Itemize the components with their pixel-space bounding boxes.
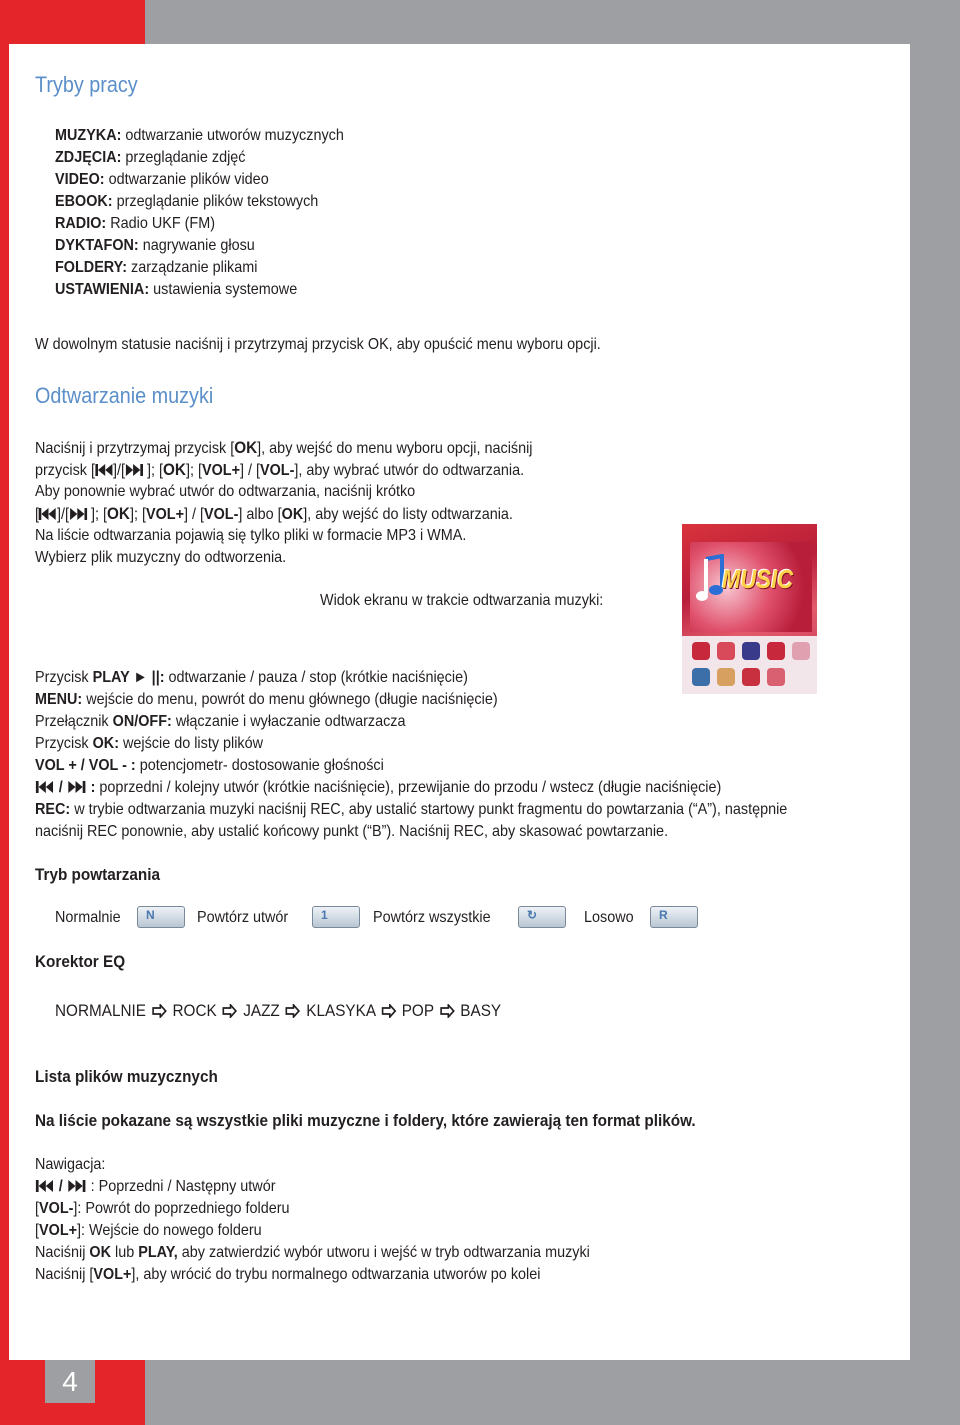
repeat-mode-label: Powtórz utwór	[197, 909, 289, 926]
control-rec-line2: naciśnij REC ponownie, aby ustalić końcowy punkt (“B”). Naciśnij REC, aby skasować powtarzanie.	[35, 823, 669, 840]
bottom-grey-bar	[145, 1360, 960, 1425]
music-icon	[692, 642, 710, 660]
music-paragraph-line: Na liście odtwarzania pojawią się tylko pliki w formacie MP3 i WMA.	[35, 527, 467, 544]
music-paragraph-line: przycisk [ ]/[ ]; [OK]; [VOL+] / [VOL-], aby wybrać utwór do odtwarzania.	[35, 460, 525, 479]
screen-caption: Widok ekranu w trakcie odtwarzania muzyki:	[320, 592, 604, 609]
repeat-normal-icon: N	[137, 906, 185, 928]
control-menu: MENU: wejście do menu, powrót do menu głównego (długie naciśnięcie)	[35, 691, 498, 708]
folder-icon	[717, 668, 735, 686]
arrow-right-icon	[150, 1004, 168, 1018]
control-play: Przycisk PLAY ► ||: odtwarzanie / pauza / stop (krótkie naciśnięcie)	[35, 669, 468, 686]
nav-line: Naciśnij [VOL+], aby wrócić do trybu normalnego odtwarzania utworów po kolei	[35, 1266, 541, 1283]
left-red-bar	[0, 44, 9, 1360]
arrow-right-icon	[221, 1004, 239, 1018]
arrow-right-icon	[438, 1004, 456, 1018]
prev-track-icon	[35, 780, 55, 794]
repeat-mode-label: Powtórz wszystkie	[373, 909, 491, 926]
menu-icon-strip	[682, 636, 817, 694]
nav-line: [VOL+]: Wejście do nowego folderu	[35, 1222, 262, 1239]
control-ok: Przycisk OK: wejście do listy plików	[35, 735, 264, 752]
random-icon: R	[650, 906, 698, 928]
photo-icon	[717, 642, 735, 660]
repeat-all-icon: ↻	[518, 906, 566, 928]
repeat-mode-label: Normalnie	[55, 909, 121, 926]
mode-item: DYKTAFON: nagrywanie głosu	[55, 237, 255, 254]
next-track-icon	[67, 780, 87, 794]
mode-item: RADIO: Radio UKF (FM)	[55, 215, 216, 232]
recorder-icon	[692, 668, 710, 686]
control-skip: / : poprzedni / kolejny utwór (krótkie naciśnięcie), przewijanie do przodu / wstecz (długie naciśnięcie)	[35, 778, 721, 798]
filelist-description: Na liście pokazane są wszystkie pliki muzyczne i foldery, które zawierają ten format plików.	[35, 1111, 696, 1130]
nav-title: Nawigacja:	[35, 1156, 106, 1173]
music-paragraph-line: Naciśnij i przytrzymaj przycisk [OK], aby wejść do menu wyboru opcji, naciśnij	[35, 438, 533, 457]
right-grey-bar	[910, 44, 960, 1360]
music-paragraph-line: [ ]/[ ]; [OK]; [VOL+] / [VOL-] albo [OK], aby wejść do listy odtwarzania.	[35, 504, 513, 523]
repeat-mode-label: Losowo	[584, 909, 634, 926]
mode-item: VIDEO: odtwarzanie plików video	[55, 171, 269, 188]
control-onoff: Przełącznik ON/OFF: włączanie i wyłaczanie odtwarzacza	[35, 713, 406, 730]
mode-item: USTAWIENIA: ustawienia systemowe	[55, 281, 298, 298]
nav-line: [VOL-]: Powrót do poprzedniego folderu	[35, 1200, 290, 1217]
ebook-icon	[767, 642, 785, 660]
section-title-modes: Tryby pracy	[35, 72, 138, 97]
nav-line: Naciśnij OK lub PLAY, aby zatwierdzić wybór utworu i wejść w tryb odtwarzania muzyki	[35, 1244, 590, 1261]
filelist-title: Lista plików muzycznych	[35, 1067, 218, 1086]
section-title-music: Odtwarzanie muzyki	[35, 383, 214, 408]
radio-icon	[792, 642, 810, 660]
mode-item: FOLDERY: zarządzanie plikami	[55, 259, 258, 276]
music-paragraph-line: Wybierz plik muzyczny do odtworzenia.	[35, 549, 287, 566]
control-rec: REC: w trybie odtwarzania muzyki naciśnij REC, aby ustalić startowy punkt fragmentu do powtarzania (“A”), następnie	[35, 801, 788, 818]
eq-title: Korektor EQ	[35, 952, 126, 971]
mode-item: MUZYKA: odtwarzanie utworów muzycznych	[55, 127, 344, 144]
prev-track-icon	[95, 463, 113, 477]
nav-line: / : Poprzedni / Następny utwór	[35, 1177, 276, 1197]
arrow-right-icon	[379, 1004, 397, 1018]
prev-track-icon	[35, 1179, 55, 1193]
top-red-bar	[0, 0, 145, 44]
prev-track-icon	[39, 507, 57, 521]
repeat-title: Tryb powtarzania	[35, 865, 160, 884]
music-screen-title: MUSIC	[722, 564, 794, 594]
mode-item: ZDJĘCIA: przeglądanie zdjęć	[55, 149, 246, 166]
top-grey-bar	[145, 0, 960, 44]
mode-item: EBOOK: przeglądanie plików tekstowych	[55, 193, 319, 210]
music-screen-image	[682, 524, 817, 694]
page-number: 4	[45, 1360, 95, 1403]
repeat-one-icon: 1	[312, 906, 360, 928]
next-track-icon	[69, 507, 87, 521]
eq-sequence: NORMALNIE ROCK JAZZ KLASYKA POP BASY	[55, 1001, 502, 1020]
next-track-icon	[67, 1179, 87, 1193]
game-icon	[767, 668, 785, 686]
next-track-icon	[125, 463, 143, 477]
modes-note: W dowolnym statusie naciśnij i przytrzymaj przycisk OK, aby opuścić menu wyboru opcji.	[35, 336, 601, 353]
arrow-right-icon	[284, 1004, 302, 1018]
video-icon	[742, 642, 760, 660]
control-volume: VOL + / VOL - : potencjometr- dostosowanie głośności	[35, 757, 384, 774]
settings-icon	[742, 668, 760, 686]
music-paragraph-line: Aby ponownie wybrać utwór do odtwarzania, naciśnij krótko	[35, 483, 416, 500]
